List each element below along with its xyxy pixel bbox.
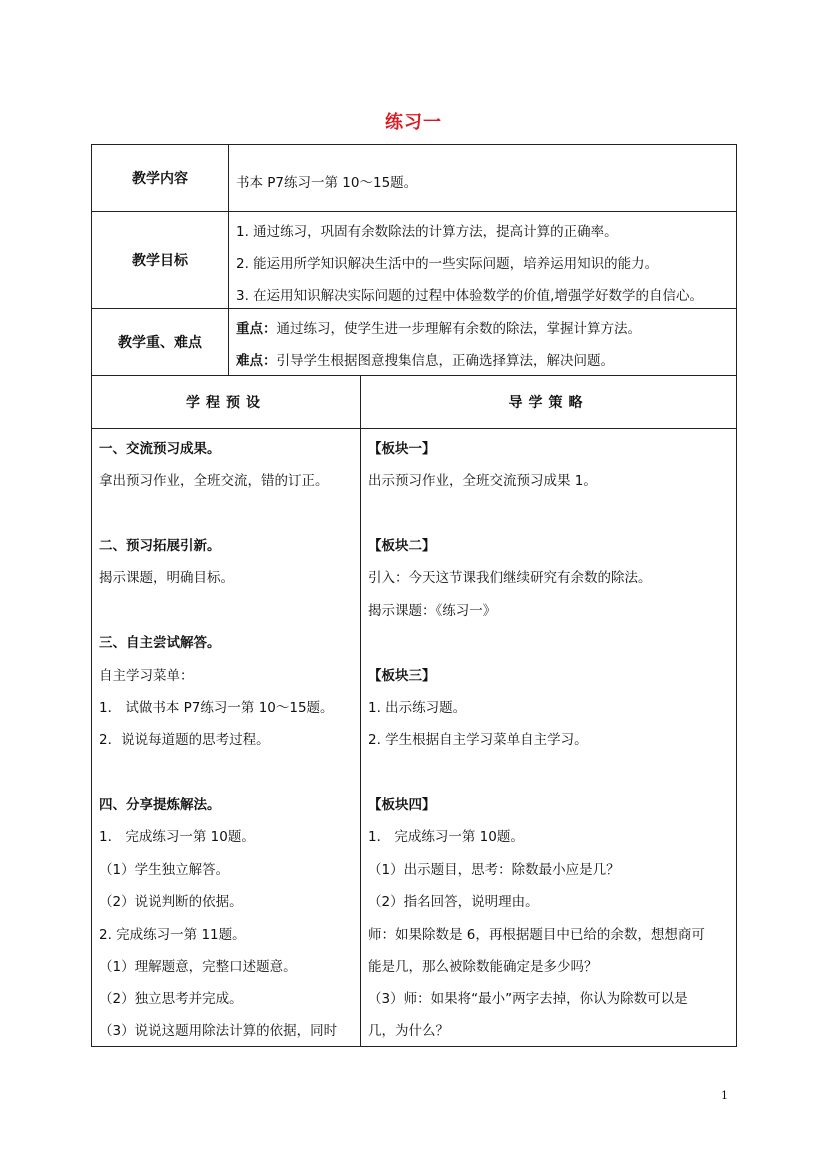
list-item: 1． 完成练习一第 10题。 — [368, 829, 524, 845]
content-value: 书本 P7练习一第 10～15题。 — [236, 175, 418, 191]
content-label: 教学内容 — [92, 145, 229, 211]
lesson-plan-table — [91, 144, 737, 1047]
list-item: 2. 学生根据自主学习菜单自主学习。 — [368, 732, 588, 748]
list-item: （2）独立思考并完成。 — [99, 991, 243, 1007]
list-item: 揭示课题：《练习一》 — [368, 603, 497, 619]
goals-cell — [229, 212, 736, 308]
goal-item: 2. 能运用所学知识解决生活中的一些实际问题，培养运用知识的能力。 — [236, 256, 659, 272]
left-column — [92, 429, 360, 1046]
section-heading: 三、自主尝试解答。 — [99, 635, 221, 651]
column-divider — [360, 376, 361, 428]
section-heading: 四、分享提炼解法。 — [99, 797, 221, 813]
focus-key-label: 重点： — [236, 321, 277, 337]
section-heading: 二、预习拓展引新。 — [99, 538, 221, 554]
list-item: （2）指名回答，说明理由。 — [368, 894, 539, 910]
right-column-header: 导学策略 — [508, 395, 589, 411]
list-item: （1）理解题意，完整口述题意。 — [99, 959, 297, 975]
list-item: 1. 出示练习题。 — [368, 700, 467, 716]
column-header-row — [92, 376, 736, 429]
goal-item: 1. 通过练习，巩固有余数除法的计算方法，提高计算的正确率。 — [236, 224, 618, 240]
focus-key-text: 通过练习，使学生进一步理解有余数的除法，掌握计算方法。 — [276, 321, 641, 337]
list-item: 1． 试做书本 P7练习一第 10～15题。 — [99, 700, 334, 716]
list-item: 几，为什么？ — [368, 1023, 449, 1039]
focus-row — [92, 309, 736, 376]
list-item: （3）师：如果将“最小”两字去掉，你认为除数可以是 — [368, 991, 688, 1007]
list-item: （2）说说判断的依据。 — [99, 894, 243, 910]
focus-key-line — [236, 317, 641, 337]
right-column — [361, 429, 736, 1046]
list-item: （1）学生独立解答。 — [99, 862, 230, 878]
body-row — [92, 429, 736, 1046]
content-cell — [229, 145, 736, 211]
focus-diff-text: 引导学生根据图意搜集信息，正确选择算法，解决问题。 — [276, 353, 614, 369]
block-heading: 【板块二】 — [368, 538, 436, 554]
left-column-header: 学程预设 — [186, 395, 266, 411]
block-heading: 【板块一】 — [368, 441, 436, 457]
list-item: 能是几，那么被除数能确定是多少吗？ — [368, 959, 598, 975]
list-item: 出示预习作业，全班交流预习成果 1。 — [368, 473, 597, 489]
focus-diff-label: 难点： — [236, 353, 277, 369]
page-title: 练习一 — [385, 112, 442, 133]
page-number: 1 — [721, 1089, 728, 1102]
focus-diff-line — [236, 349, 614, 369]
content-row — [92, 145, 736, 212]
list-item: 师：如果除数是 6，再根据题目中已给的余数，想想商可 — [368, 927, 705, 943]
list-item: （3）说说这题用除法计算的依据，同时 — [99, 1023, 338, 1039]
list-item: 自主学习菜单： — [99, 668, 194, 684]
list-item: （1）出示题目，思考：除数最小应是几？ — [368, 862, 620, 878]
goals-row — [92, 212, 736, 309]
list-item: 2. 完成练习一第 11题。 — [99, 927, 246, 943]
block-heading: 【板块四】 — [368, 797, 436, 813]
goals-label: 教学目标 — [92, 212, 229, 308]
list-item: 揭示课题，明确目标。 — [99, 570, 234, 586]
goal-item: 3. 在运用知识解决实际问题的过程中体验数学的价值,增强学好数学的自信心。 — [236, 288, 703, 304]
focus-cell — [229, 309, 736, 375]
list-item: 拿出预习作业，全班交流，错的订正。 — [99, 473, 329, 489]
section-heading: 一、交流预习成果。 — [99, 441, 221, 457]
focus-label: 教学重、难点 — [92, 309, 229, 375]
block-heading: 【板块三】 — [368, 668, 436, 684]
list-item: 2．说说每道题的思考过程。 — [99, 732, 270, 748]
list-item: 1． 完成练习一第 10题。 — [99, 829, 255, 845]
list-item: 引入：今天这节课我们继续研究有余数的除法。 — [368, 570, 652, 586]
